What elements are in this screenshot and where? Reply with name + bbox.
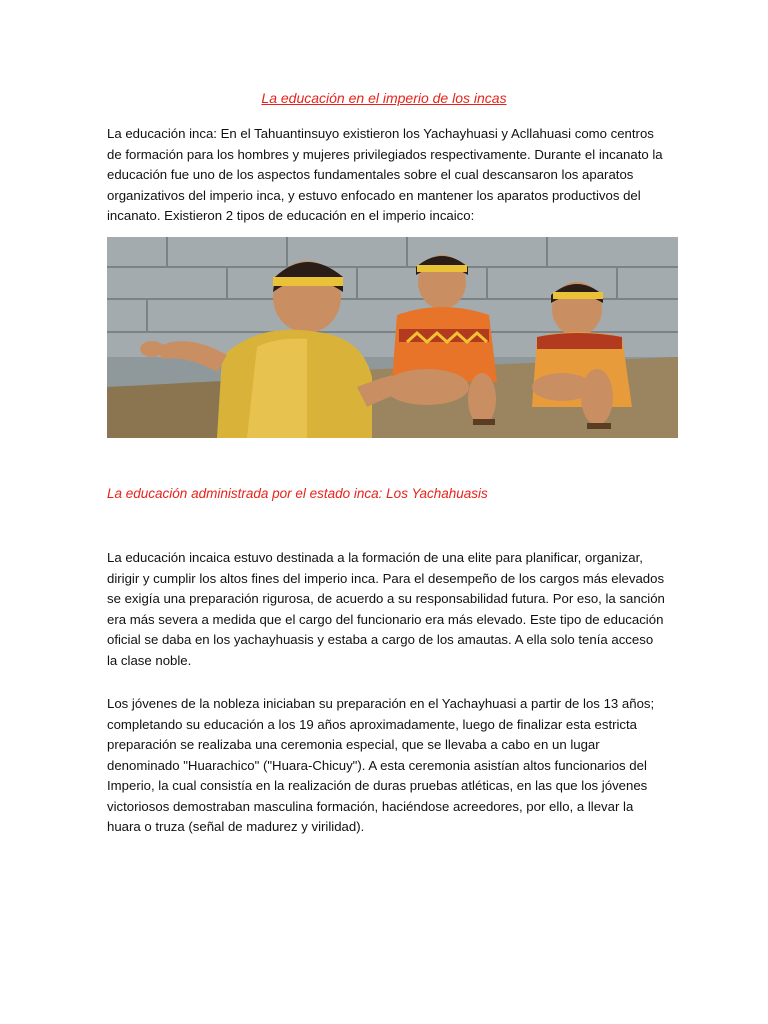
section-heading: La educación administrada por el estado inca: Los Yachahuasis bbox=[107, 486, 488, 501]
inca-teaching-illustration bbox=[107, 237, 678, 438]
body-paragraph: Los jóvenes de la nobleza iniciaban su preparación en el Yachayhuasi a partir de los 13 años; completando su educación a los 19 años aproximadamente, luego de finalizar esta estricta preparación se realizaba una ceremonia especial, que se llevaba a cabo en un lugar denominado "Huarachico" ("Huara-Chicuy"). A esta ceremonia asistían altos funcionarios del Imperio, la cual consistía en la realización de duras pruebas atléticas, en las que los jóvenes victoriosos demostraban masculina formación, haciéndose acreedores, por ello, a llevar la huara o truza (señal de madurez y virilidad). bbox=[107, 696, 655, 834]
body-paragraph: La educación incaica estuvo destinada a la formación de una elite para planificar, organizar, dirigir y cumplir los altos fines del imperio inca. Para el desempeño de los cargos más elevados se exigía una preparación rigurosa, de acuerdo a su responsabilidad futura. Por eso, la sanción era más severa a medida que el cargo del funcionario era más elevado. Este tipo de educación oficial se daba en los yachayhuasis y estaba a cargo de los amautas. A ella solo tenía acceso la clase noble. bbox=[107, 550, 665, 668]
intro-paragraph: La educación inca: En el Tahuantinsuyo existieron los Yachayhuasi y Acllahuasi como centros de formación para los hombres y mujeres privilegiados respectivamente. Durante el incanato la educación fue uno de los aspectos fundamentales sobre el cual descansaron los aparatos organizativos del imperio inca, y estuvo enfocado en mantener los aparatos productivos del incanato. Existieron 2 tipos de educación en el imperio incaico: bbox=[107, 126, 663, 223]
page-title: La educación en el imperio de los incas bbox=[261, 90, 507, 106]
